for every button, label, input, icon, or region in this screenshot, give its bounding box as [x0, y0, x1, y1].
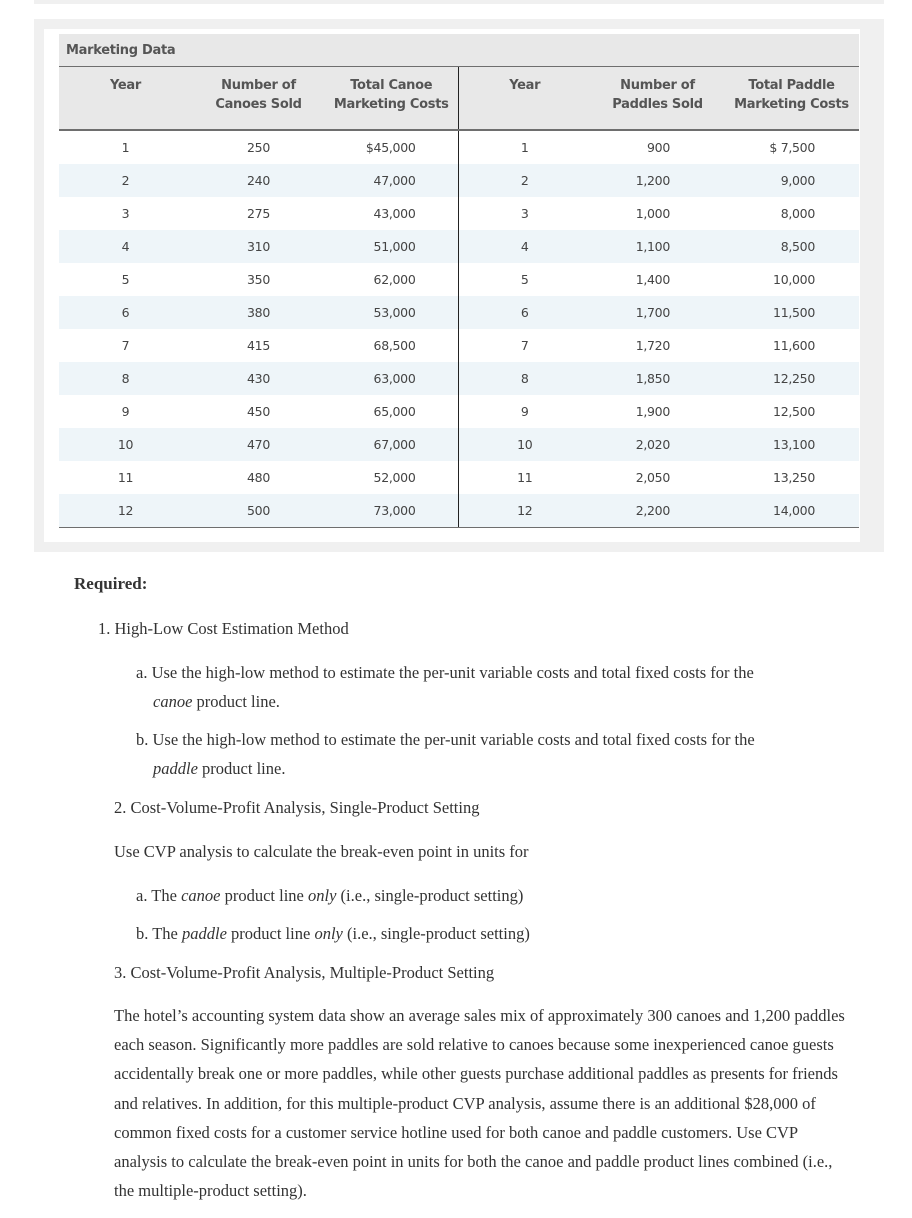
header-canoe-costs: Total Canoe Marketing Costs	[325, 67, 458, 130]
cell-canoes-sold: 470	[192, 428, 325, 461]
marketing-data-frame	[34, 19, 884, 552]
item1-a-suffix: product line.	[192, 692, 280, 711]
cell-paddle-marketing-costs: 8,000	[780, 206, 815, 221]
cell-paddle-year: 5	[520, 272, 529, 287]
cell-paddles-sold: 1,720	[635, 338, 670, 353]
item2-a: a. The canoe product line only (i.e., single-product setting)	[136, 886, 524, 905]
cell-canoe-marketing-costs: 51,000	[325, 230, 458, 263]
cell-canoe-year: 8	[59, 362, 192, 395]
cell-paddle-marketing-costs: 13,250	[773, 470, 815, 485]
cell-paddle-marketing-costs: 10,000	[773, 272, 815, 287]
cell-paddles-sold: 1,200	[591, 164, 724, 197]
cell-paddle-year: 2	[458, 164, 591, 197]
cell-paddle-marketing-costs: 11,500	[724, 296, 859, 329]
table-row	[59, 263, 859, 296]
cell-paddles-sold: 900	[647, 140, 670, 155]
cell-paddle-marketing-costs: 14,000	[724, 494, 859, 528]
cell-paddle-year: 7	[520, 338, 529, 353]
cell-paddle-marketing-costs: 8,500	[724, 230, 859, 263]
cell-paddle-year: 3	[520, 206, 529, 221]
top-divider-bar	[34, 0, 884, 4]
cell-canoes-sold: 430	[192, 362, 325, 395]
cell-paddle-year: 8	[458, 362, 591, 395]
cell-canoes-sold: 500	[192, 494, 325, 528]
cell-canoes-sold: 350	[247, 272, 270, 287]
cell-paddle-marketing-costs: 12,250	[724, 362, 859, 395]
header-canoe-year: Year	[59, 67, 192, 130]
cell-canoe-year: 4	[59, 230, 192, 263]
table-row	[59, 130, 859, 164]
cell-paddles-sold: 2,020	[591, 428, 724, 461]
cell-paddle-marketing-costs: $ 7,500	[769, 140, 815, 155]
item1-b-line2	[153, 759, 285, 779]
item3-title: 3. Cost-Volume-Profit Analysis, Multiple-Product Setting	[114, 963, 495, 982]
cell-paddle-marketing-costs: 11,600	[773, 338, 815, 353]
cell-canoe-marketing-costs: 52,000	[325, 461, 458, 494]
cell-canoe-year: 1	[121, 140, 130, 155]
cell-paddle-year: 1	[520, 140, 529, 155]
item1-b-italic: paddle	[153, 759, 198, 778]
header-canoes-sold: Number of Canoes Sold	[192, 67, 325, 130]
cell-canoe-year: 9	[121, 404, 130, 419]
cell-canoe-year: 7	[121, 338, 130, 353]
cell-paddle-year: 6	[458, 296, 591, 329]
table-row	[59, 494, 859, 528]
cell-paddles-sold: 2,050	[635, 470, 670, 485]
cell-canoes-sold: 275	[247, 206, 270, 221]
item1-a-line2	[153, 692, 280, 712]
item1-title: 1. High-Low Cost Estimation Method	[98, 619, 349, 638]
marketing-data-panel	[44, 29, 860, 542]
cell-canoe-marketing-costs: $45,000	[325, 130, 458, 164]
cell-canoe-year: 6	[59, 296, 192, 329]
cell-paddles-sold: 1,700	[591, 296, 724, 329]
cell-canoe-marketing-costs: 62,000	[325, 263, 458, 296]
cell-canoe-year: 11	[117, 470, 134, 485]
cell-paddles-sold: 1,000	[635, 206, 670, 221]
cell-paddles-sold: 1,850	[591, 362, 724, 395]
cell-canoe-marketing-costs: 63,000	[325, 362, 458, 395]
cell-canoe-year: 10	[59, 428, 192, 461]
cell-canoe-year: 2	[59, 164, 192, 197]
cell-paddle-year: 11	[517, 470, 533, 485]
required-heading: Required:	[74, 574, 148, 593]
cell-canoe-year: 3	[121, 206, 130, 221]
cell-canoes-sold: 240	[192, 164, 325, 197]
item3-paragraph: The hotel’s accounting system data show an average sales mix of approximately 300 canoes and 1,200 paddles each season. Significantly more paddles are sold relative to canoes because some inexperienced canoe guests accidentally break one or more paddles, while other guests purchase additional paddles as presents for friends and relatives. In addition, for this multiple-product CVP analysis, assume there is an additional $28,000 of common fixed costs for a customer service hotline used for both canoe and paddle customers. Use CVP analysis to calculate the break-even point in units for both the canoe and paddle product lines combined (i.e., the multiple-product setting).	[114, 1006, 845, 1201]
marketing-data-table	[59, 67, 859, 528]
cell-paddles-sold: 1,900	[635, 404, 670, 419]
cell-canoes-sold: 480	[247, 470, 270, 485]
cell-paddles-sold: 1,100	[591, 230, 724, 263]
cell-canoe-marketing-costs: 53,000	[325, 296, 458, 329]
table-row	[59, 197, 859, 230]
cell-paddle-year: 10	[458, 428, 591, 461]
cell-canoes-sold: 250	[247, 140, 270, 155]
cell-canoe-marketing-costs: 43,000	[325, 197, 458, 230]
cell-paddle-year: 9	[520, 404, 529, 419]
item1-a-italic: canoe	[153, 692, 193, 711]
table-row	[59, 428, 859, 461]
cell-canoe-marketing-costs: 67,000	[325, 428, 458, 461]
item2-intro: Use CVP analysis to calculate the break-even point in units for	[114, 842, 529, 861]
item2-b: b. The paddle product line only (i.e., single-product setting)	[136, 924, 530, 943]
cell-paddle-marketing-costs: 13,100	[724, 428, 859, 461]
header-paddle-costs: Total Paddle Marketing Costs	[724, 67, 859, 130]
item1-b-line1: b. Use the high-low method to estimate the per-unit variable costs and total fixed costs for the	[136, 730, 755, 749]
cell-canoe-marketing-costs: 47,000	[325, 164, 458, 197]
header-paddle-year: Year	[458, 67, 591, 130]
cell-canoes-sold: 450	[247, 404, 270, 419]
item2-title: 2. Cost-Volume-Profit Analysis, Single-Product Setting	[114, 798, 480, 817]
cell-canoes-sold: 310	[192, 230, 325, 263]
table-row	[59, 329, 859, 362]
cell-paddles-sold: 1,400	[635, 272, 670, 287]
cell-paddle-marketing-costs: 9,000	[724, 164, 859, 197]
cell-canoe-year: 12	[59, 494, 192, 528]
table-row	[59, 296, 859, 329]
cell-canoe-marketing-costs: 68,500	[325, 329, 458, 362]
marketing-data-table-wrapper	[59, 34, 859, 528]
header-paddles-sold: Number of Paddles Sold	[591, 67, 724, 130]
cell-canoes-sold: 415	[247, 338, 270, 353]
item1-a-line1: a. Use the high-low method to estimate the per-unit variable costs and total fixed costs for the	[136, 663, 754, 682]
item1-b-suffix: product line.	[197, 759, 286, 778]
table-row	[59, 362, 859, 395]
cell-paddle-year: 12	[458, 494, 591, 528]
cell-paddles-sold: 2,200	[591, 494, 724, 528]
table-header-row	[59, 67, 859, 130]
table-row	[59, 395, 859, 428]
table-caption: Marketing Data	[59, 34, 859, 67]
cell-paddle-marketing-costs: 12,500	[773, 404, 815, 419]
cell-canoes-sold: 380	[192, 296, 325, 329]
cell-canoe-marketing-costs: 65,000	[325, 395, 458, 428]
table-row	[59, 164, 859, 197]
table-row	[59, 230, 859, 263]
table-row	[59, 461, 859, 494]
cell-canoe-year: 5	[121, 272, 130, 287]
cell-paddle-year: 4	[458, 230, 591, 263]
cell-canoe-marketing-costs: 73,000	[325, 494, 458, 528]
